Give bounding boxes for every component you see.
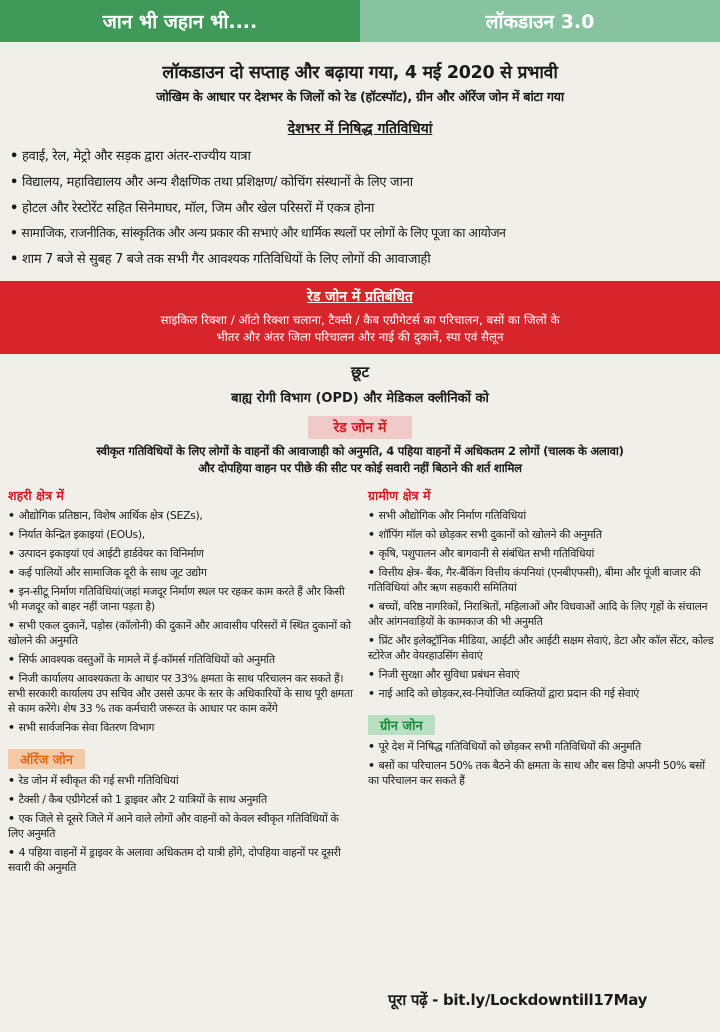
green-zone-label: ग्रीन जोन: [368, 715, 435, 735]
read-more-link[interactable]: पूरा पढ़ें - bit.ly/Lockdowntill17May: [388, 991, 648, 1009]
lockdown-label: लॉकडाउन 3.0: [360, 0, 720, 42]
list-item: • 4 पहिया वाहनों में ड्राइवर के अलावा अधिकतम दो यात्री होंगे, दोपहिया वाहनों पर दूसरी सवारी की अनुमति: [8, 845, 356, 875]
list-item: • रेड जोन में स्वीकृत की गई सभी गतिविधियां: [8, 773, 356, 788]
headline: लॉकडाउन दो सप्ताह और बढ़ाया गया, 4 मई 2020 से प्रभावी: [162, 63, 558, 83]
list-item: • सभी सार्वजनिक सेवा वितरण विभाग: [8, 720, 356, 735]
list-item: • कृषि, पशुपालन और बागवानी से संबंधित सभी गतिविधियां: [368, 546, 716, 561]
rural-title: ग्रामीण क्षेत्र में: [368, 488, 431, 503]
list-item: • सभी एकल दुकानें, पड़ोस (कॉलोनी) की दुकानें और आवासीय परिसरों में स्थित दुकानों को खोलने की अनुमति: [8, 618, 356, 648]
list-item: • टैक्सी / कैब एग्रीगेटर्स को 1 ड्राइवर और 2 यात्रियों के साथ अनुमति: [8, 792, 356, 807]
list-item: • सिर्फ आवश्यक वस्तुओं के मामले में ई-कॉमर्स गतिविधियों को अनुमति: [8, 652, 356, 667]
list-item: • इन-सीटू निर्माण गतिविधियां(जहां मजदूर निर्माण स्थल पर रहकर काम करते हैं और किसी भी मजदूर को बाहर नहीं जाना पड़ता है): [8, 584, 356, 614]
list-item: • सामाजिक, राजनीतिक, सांस्कृतिक और अन्य प्रकार की सभाएं और धार्मिक स्थलों पर लोगों के लिए पूजा का आयोजन: [10, 224, 720, 241]
list-item: • वित्तीय क्षेत्र- बैंक, गैर-बैंकिंग वित्तीय कंपनियां (एनबीएफसी), बीमा और पूंजी बाजार की गतिविधियां और ऋण सहकारी समितियां: [368, 565, 716, 595]
list-item: • हवाई, रेल, मेट्रो और सड़क द्वारा अंतर-राज्यीय यात्रा: [10, 146, 720, 164]
red-zone-desc-1: स्वीकृत गतिविधियों के लिए लोगों के वाहनों की आवाजाही को अनुमति, 4 पहिया वाहनों में अधिकतम 2 लोगों (चालक के अलावा): [96, 444, 624, 458]
red-zone-ban-title: रेड जोन में प्रतिबंधित: [307, 289, 413, 305]
list-item: • नाई आदि को छोड़कर,स्व-नियोजित व्यक्तियों द्वारा प्रदान की गई सेवाएं: [368, 686, 716, 701]
list-item: • प्रिंट और इलेक्ट्रॉनिक मीडिया, आईटी और आईटी सक्षम सेवाएं, डेटा और कॉल सेंटर, कोल्ड स्टोरेज और वेयरहाउसिंग सेवाएं: [368, 633, 716, 663]
prohibited-title: देशभर में निषिद्ध गतिविधियां: [287, 121, 433, 137]
list-item: • निजी सुरक्षा और सुविधा प्रबंधन सेवाएं: [368, 667, 716, 682]
orange-zone-label: ऑरेंज जोन: [8, 749, 85, 769]
exemption-detail: बाह्य रोगी विभाग (OPD) और मेडिकल क्लीनिकों को: [231, 391, 489, 406]
list-item: • कई पालियों और सामाजिक दूरी के साथ जूट उद्योग: [8, 565, 356, 580]
list-item: • होटल और रेस्टोरेंट सहित सिनेमाघर, मॉल, जिम और खेल परिसरों में एकत्र होना: [10, 198, 720, 216]
tagline: जान भी जहान भी....: [0, 0, 360, 42]
list-item: • पूरे देश में निषिद्ध गतिविधियों को छोड़कर सभी गतिविधियों की अनुमति: [368, 739, 716, 754]
red-zone-ban-band: [0, 281, 720, 354]
rural-column: [360, 487, 720, 879]
list-item: • एक जिले से दूसरे जिले में आने वाले लोगों और वाहनों को केवल स्वीकृत गतिविधियों के लिए अनुमति: [8, 811, 356, 841]
exemption-title: छूट: [350, 363, 370, 381]
red-zone-ban-line1: साइकिल रिक्शा / ऑटो रिक्शा चलाना, टैक्सी / कैब एग्रीगेटर्स का परिचालन, बसों का जिलों के: [160, 313, 560, 327]
list-item: • बच्चों, वरिष्ठ नागरिकों, निराश्रितों, महिलाओं और विधवाओं आदि के लिए गृहों के संचालन और आंगनवाड़ियों के कामकाज की भी अनुमति: [368, 599, 716, 629]
urban-column: [0, 487, 360, 879]
list-item: • शॉपिंग मॉल को छोड़कर सभी दुकानों को खोलने की अनुमति: [368, 527, 716, 542]
list-item: • औद्योगिक प्रतिष्ठान, विशेष आर्थिक क्षेत्र (SEZs),: [8, 508, 356, 523]
red-zone-desc-2: और दोपहिया वाहन पर पीछे की सीट पर कोई सवारी नहीं बिठाने की शर्त शामिल: [198, 461, 522, 475]
red-zone-ban-line2: भीतर और अंतर जिला परिचालन और नाई की दुकानें, स्पा एवं सैलून: [216, 330, 504, 344]
prohibited-list: [0, 146, 720, 267]
top-banner: [0, 0, 720, 42]
list-item: • विद्यालय, महाविद्यालय और अन्य शैक्षणिक तथा प्रशिक्षण/ कोचिंग संस्थानों के लिए जाना: [10, 172, 720, 190]
urban-title: शहरी क्षेत्र में: [8, 488, 64, 503]
list-item: • निजी कार्यालय आवश्यकता के आधार पर 33% क्षमता के साथ परिचालन कर सकते हैं। सभी सरकारी कार्यालय उप सचिव और उससे ऊपर के स्तर के अधिकारियों के साथ पूरी क्षमता से काम करेंगे। शेष 33 % तक कर्मचारी जरूरत के आधार पर काम करेंगे: [8, 671, 356, 716]
red-zone-label: रेड जोन में: [308, 416, 412, 439]
list-item: • सभी औद्योगिक और निर्माण गतिविधियां: [368, 508, 716, 523]
list-item: • बसों का परिचालन 50% तक बैठने की क्षमता के साथ और बस डिपो अपनी 50% बसों का परिचालन कर सकते हैं: [368, 758, 716, 788]
subheadline: जोखिम के आधार पर देशभर के जिलों को रेड (हॉटस्पॉट), ग्रीन और ऑरेंज जोन में बांटा गया: [156, 89, 564, 104]
list-item: • निर्यात केन्द्रित इकाइयां (EOUs),: [8, 527, 356, 542]
list-item: • उत्पादन इकाइयां एवं आईटी हार्डवेयर का विनिर्माण: [8, 546, 356, 561]
list-item: • शाम 7 बजे से सुबह 7 बजे तक सभी गैर आवश्यक गतिविधियों के लिए लोगों की आवाजाही: [10, 249, 720, 267]
exemption-block: [0, 362, 720, 406]
